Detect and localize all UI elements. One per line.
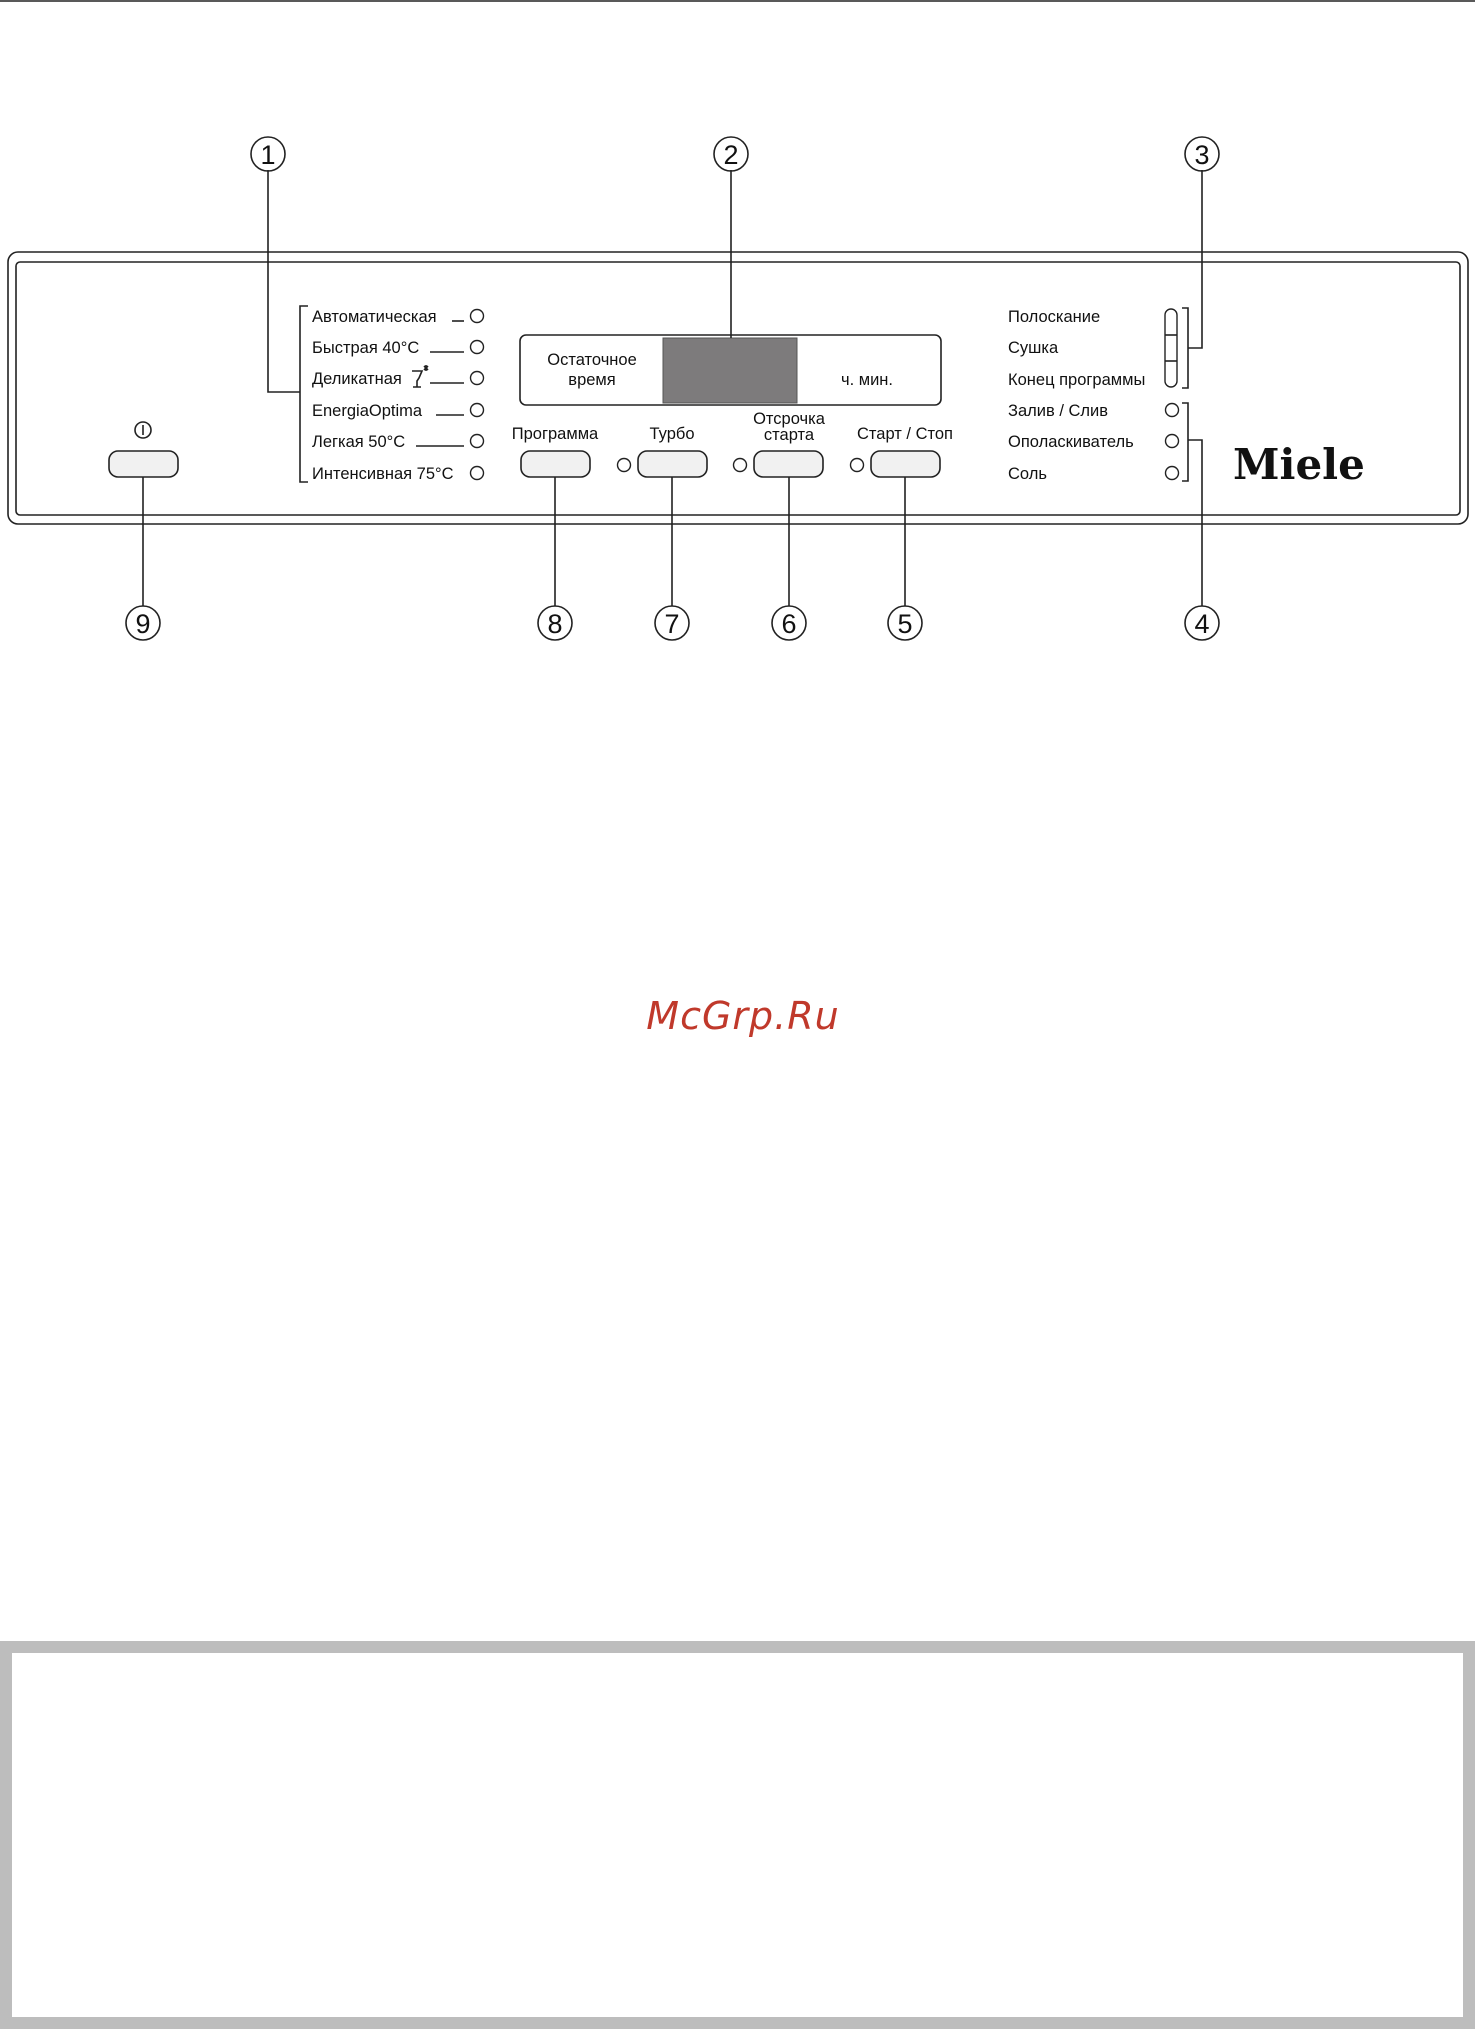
callout-8 (538, 606, 572, 640)
turbo-button-label: Турбо (649, 425, 695, 443)
svg-text:1: 1 (260, 140, 276, 170)
watermark: McGrp.Ru (646, 994, 840, 1038)
brand-logo: Miele (1233, 440, 1365, 489)
program-led (471, 404, 484, 417)
program-label: Автоматическая (312, 308, 437, 326)
status-label: Полоскание (1008, 308, 1101, 326)
svg-text:7: 7 (664, 609, 680, 639)
callout-4-leader (1188, 440, 1202, 606)
program-label: Деликатная (312, 370, 402, 388)
power-icon (135, 422, 151, 438)
status-bar-indicator (1165, 309, 1177, 387)
svg-text:4: 4 (1194, 609, 1210, 639)
turbo-led (618, 459, 631, 472)
program-label: Легкая 50°С (312, 433, 406, 451)
svg-text:5: 5 (897, 609, 913, 639)
program-led (471, 310, 484, 323)
program-label: Интенсивная 75°С (312, 465, 454, 483)
callout-3-leader (1188, 170, 1202, 348)
callout-7 (655, 606, 689, 640)
warning-label: Ополаскиватель (1008, 433, 1134, 451)
status-bracket (1182, 308, 1188, 388)
svg-text:2: 2 (723, 140, 739, 170)
start-stop-button-label: Старт / Стоп (857, 425, 953, 443)
program-label: EnergiaOptima (312, 402, 423, 420)
warning-led (1166, 435, 1179, 448)
program-led (471, 435, 484, 448)
svg-text:3: 3 (1194, 140, 1210, 170)
program-button-label: Программа (511, 425, 599, 443)
callout-9 (126, 606, 160, 640)
display-label: время (568, 371, 616, 389)
program-led (471, 341, 484, 354)
callout-6 (772, 606, 806, 640)
bottom-note-frame (6, 1647, 1469, 2023)
svg-text:9: 9 (135, 609, 151, 639)
warning-label: Соль (1008, 465, 1047, 483)
program-led (471, 372, 484, 385)
warning-bracket (1182, 403, 1188, 481)
program-bracket (300, 306, 308, 482)
status-label: Конец программы (1008, 371, 1146, 389)
warning-indicators (1008, 402, 1188, 483)
callout-5 (888, 606, 922, 640)
warning-led (1166, 404, 1179, 417)
program-label: Быстрая 40°С (312, 339, 420, 357)
wine-glass-icon (412, 365, 428, 387)
display-units: ч. мин. (840, 371, 894, 389)
callout-4 (1185, 606, 1219, 640)
status-indicators (1008, 308, 1188, 389)
program-list (300, 306, 484, 483)
status-label: Сушка (1008, 339, 1059, 357)
power-button[interactable] (109, 451, 178, 477)
callout-3 (1185, 137, 1219, 171)
start-stop-button[interactable] (871, 451, 940, 477)
program-button[interactable] (521, 451, 590, 477)
callout-2 (714, 137, 748, 171)
display-screen (663, 338, 797, 403)
delay-start-button-label: Отсрочка (753, 410, 825, 428)
delay-start-button[interactable] (754, 451, 823, 477)
start-stop-led (851, 459, 864, 472)
remaining-time-display (520, 335, 941, 405)
svg-text:8: 8 (547, 609, 563, 639)
callout-1 (251, 137, 285, 171)
warning-label: Залив / Слив (1008, 402, 1109, 420)
turbo-button[interactable] (638, 451, 707, 477)
svg-text:6: 6 (781, 609, 797, 639)
callout-1-leader (268, 170, 300, 392)
display-label: Остаточное (547, 351, 637, 369)
delay-start-led (734, 459, 747, 472)
warning-led (1166, 467, 1179, 480)
program-led (471, 467, 484, 480)
delay-start-button-label: старта (763, 426, 815, 444)
